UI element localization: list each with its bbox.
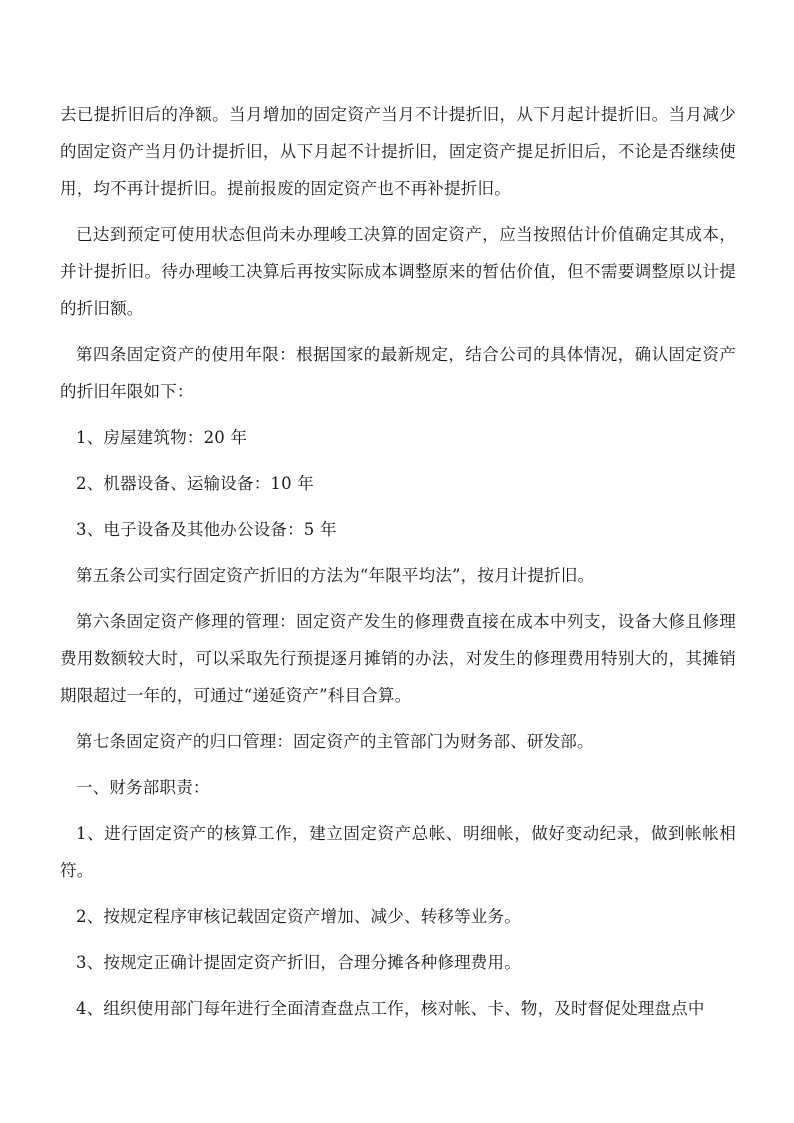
paragraph-article-6: 第六条固定资产修理的管理：固定资产发生的修理费直接在成本中列支，设备大修且修理费用数额较大时，可以采取先行预提逐月摊销的办法，对发生的修理费用特别大的，其摊销期限超过一年的，可通过“递延资产”科目合算。 (60, 612, 736, 705)
list-item-buildings: 1、房屋建筑物：20 年 (76, 428, 248, 447)
paragraph-article-5: 第五条公司实行固定资产折旧的方法为“年限平均法”，按月计提折旧。 (76, 566, 595, 585)
list-item-depreciation: 3、按规定正确计提固定资产折旧，合理分摊各种修理费用。 (76, 953, 521, 972)
list-item-electronics: 3、电子设备及其他办公设备：5 年 (76, 520, 337, 539)
list-item-inventory-check: 4、组织使用部门每年进行全面清查盘点工作，核对帐、卡、物，及时督促处理盘点中 (76, 999, 705, 1018)
paragraph-article-7: 第七条固定资产的归口管理：固定资产的主管部门为财务部、研发部。 (76, 732, 594, 751)
document-body (60, 96, 736, 1036)
list-item-machinery: 2、机器设备、运输设备：10 年 (76, 474, 314, 493)
paragraph-depreciation-rules: 去已提折旧后的净额。当月增加的固定资产当月不计提折旧，从下月起计提折旧。当月减少的固定资产当月仍计提折旧，从下月起不计提折旧，固定资产提足折旧后，不论是否继续使用，均不再计提折旧。提前报废的固定资产也不再补提折旧。 (60, 105, 736, 198)
list-item-accounting: 1、进行固定资产的核算工作，建立固定资产总帐、明细帐，做好变动纪录，做到帐帐相符。 (60, 824, 736, 880)
paragraph-unsettled-assets: 已达到预定可使用状态但尚未办理峻工决算的固定资产，应当按照估计价值确定其成本，并计提折旧。待办理峻工决算后再按实际成本调整原来的暂估价值，但不需要调整原以计提的折旧额。 (60, 225, 736, 318)
list-item-review: 2、按规定程序审核记载固定资产增加、减少、转移等业务。 (76, 907, 521, 926)
paragraph-article-4: 第四条固定资产的使用年限：根据国家的最新规定，结合公司的具体情况，确认固定资产的折旧年限如下： (60, 345, 736, 401)
section-heading-finance-duties: 一、财务部职责： (76, 778, 210, 797)
